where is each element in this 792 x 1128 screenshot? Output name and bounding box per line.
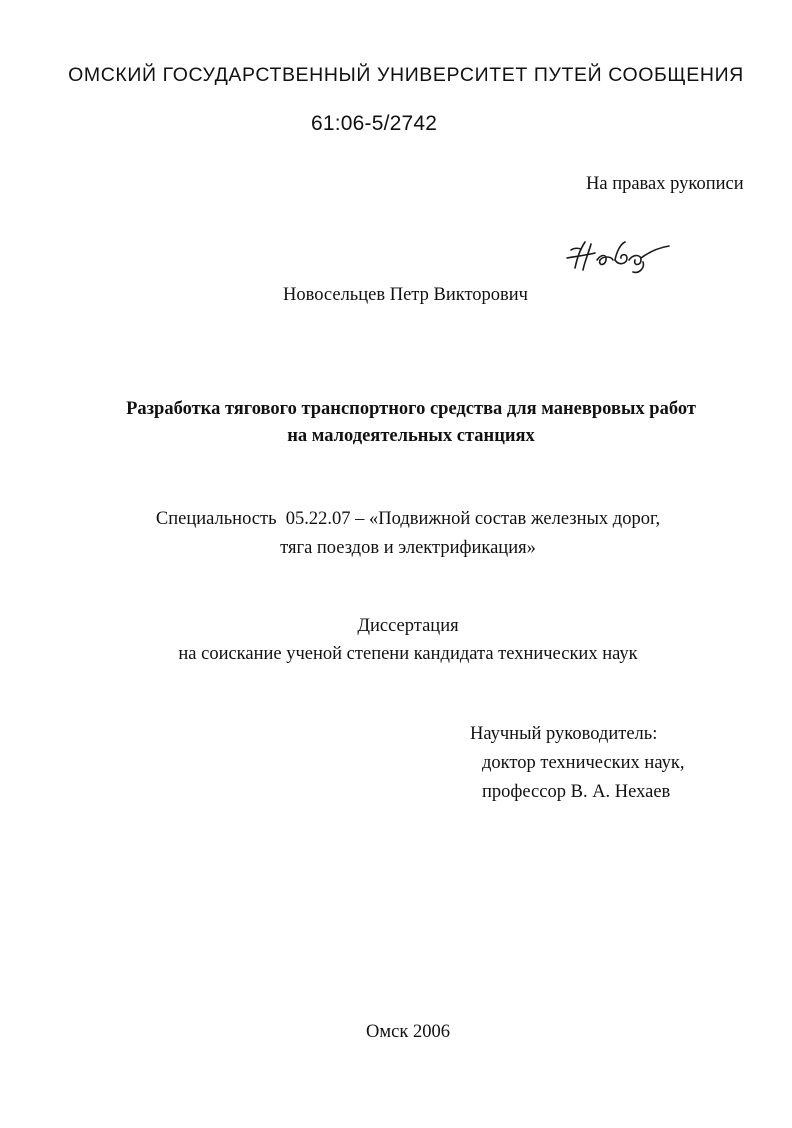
dissertation-title xyxy=(0,396,792,450)
rights-note: На правах рукописи xyxy=(586,174,744,194)
signature xyxy=(565,236,675,276)
university-name: ОМСКИЙ ГОСУДАРСТВЕННЫЙ УНИВЕРСИТЕТ ПУТЕЙ СООБЩЕНИЯ xyxy=(68,64,744,86)
catalog-number: 61:06-5/2742 xyxy=(311,112,438,135)
title-line-2: на малодеятельных станциях xyxy=(287,426,535,446)
specialty xyxy=(0,505,792,563)
supervisor-name: профессор В. А. Нехаев xyxy=(482,782,671,802)
supervisor-block xyxy=(470,720,684,807)
specialty-line-1: Специальность 05.22.07 – «Подвижной состав железных дорог, xyxy=(155,509,661,529)
supervisor-label: Научный руководитель: xyxy=(470,724,658,744)
supervisor-degree: доктор технических наук, xyxy=(482,753,685,773)
dissertation-label: Диссертация xyxy=(357,616,459,636)
dissertation-type xyxy=(0,612,792,668)
dissertation-degree: на соискание ученой степени кандидата технических наук xyxy=(178,644,638,664)
specialty-line-2: тяга поездов и электрификация» xyxy=(280,538,536,558)
city-year: Омск 2006 xyxy=(366,1022,450,1042)
title-line-1: Разработка тягового транспортного средства для маневровых работ xyxy=(126,399,696,419)
handwritten-signature-icon xyxy=(565,236,675,276)
author-name: Новосельцев Петр Викторович xyxy=(283,285,528,305)
